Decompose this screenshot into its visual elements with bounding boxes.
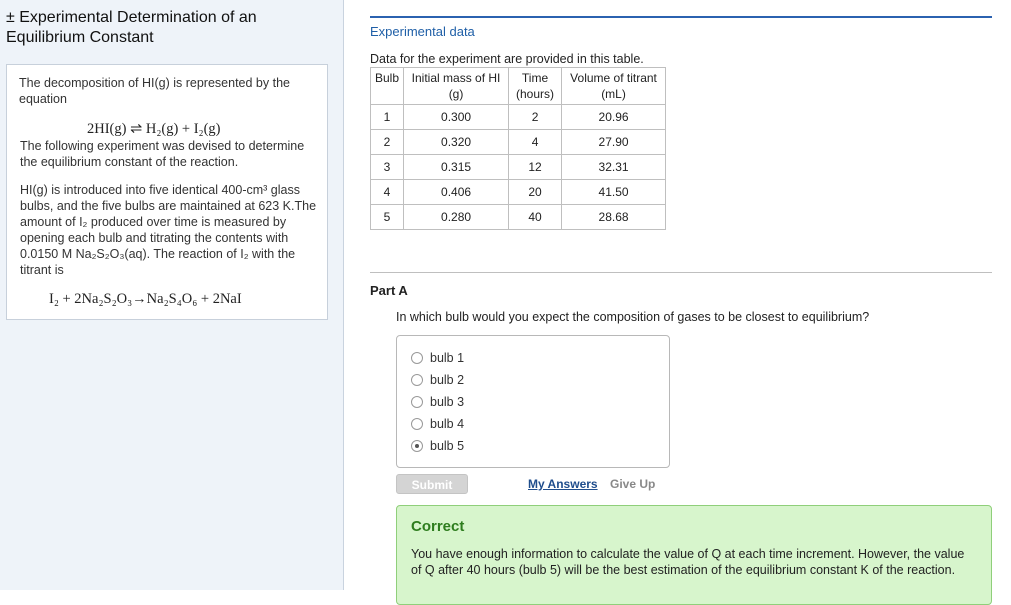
option-bulb-2[interactable] [411,373,464,387]
table-header-row [371,68,666,105]
table-row [371,105,666,130]
cell-bulb: 4 [371,180,404,205]
cell-time: 12 [509,155,562,180]
cell-bulb: 5 [371,205,404,230]
radio-button[interactable] [411,418,423,430]
option-label: bulb 2 [430,373,465,387]
feedback-panel [396,505,992,605]
procedure-description: HI(g) is introduced into five identical 400-cm³ glass bulbs, and the five bulbs are maintained at 623 K.The amount of I₂ produced over time is measured by opening each bulb and titrating the contents with 0.0150 M Na₂S₂O₃(aq). The reaction of I₂ with the titrant is [20,183,317,277]
option-label: bulb 1 [430,351,465,365]
cell-bulb: 2 [371,130,404,155]
question-text: In which bulb would you expect the composition of gases to be closest to equilibrium? [396,310,870,324]
cell-time: 20 [509,180,562,205]
radio-button[interactable] [411,374,423,386]
cell-volume: 41.50 [562,180,666,205]
my-answers-link[interactable]: My Answers [528,477,598,491]
cell-time: 40 [509,205,562,230]
header-initial-mass: Initial mass of HI (g) [404,68,509,105]
problem-statement [6,64,328,320]
experimental-data-heading: Experimental data [370,24,475,39]
cell-volume: 27.90 [562,130,666,155]
cell-bulb: 1 [371,105,404,130]
experiment-table [370,67,666,230]
option-bulb-4[interactable] [411,417,464,431]
header-time: Time (hours) [509,68,562,105]
cell-mass: 0.406 [404,180,509,205]
cell-bulb: 3 [371,155,404,180]
problem-sidebar [0,0,344,590]
header-volume: Volume of titrant (mL) [562,68,666,105]
decomposition-equation: 2HI(g) ⇌ H₂(g) + I₂(g) [87,121,221,137]
cell-time: 4 [509,130,562,155]
section-divider [370,16,992,18]
intro-text: The decomposition of HI(g) is represented by the equation [19,76,290,106]
cell-volume: 20.96 [562,105,666,130]
part-divider [370,272,992,273]
table-row [371,205,666,230]
option-bulb-1[interactable] [411,351,464,365]
cell-mass: 0.315 [404,155,509,180]
cell-mass: 0.320 [404,130,509,155]
table-row [371,155,666,180]
feedback-title: Correct [411,518,465,535]
radio-button-selected[interactable] [411,440,423,452]
option-bulb-3[interactable] [411,395,464,409]
cell-mass: 0.300 [404,105,509,130]
header-bulb: Bulb [371,68,404,105]
table-row [371,130,666,155]
titration-equation: I₂ + 2Na₂S₂O₃→Na₂S₄O₆ + 2NaI [49,291,242,307]
page-title: ± Experimental Determination of an Equilibrium Constant [6,9,257,46]
cell-mass: 0.280 [404,205,509,230]
cell-time: 2 [509,105,562,130]
table-caption: Data for the experiment are provided in this table. [370,52,644,66]
cell-volume: 32.31 [562,155,666,180]
option-label: bulb 3 [430,395,465,409]
submit-button[interactable]: Submit [396,474,468,494]
answer-options [396,335,670,468]
table-row [371,180,666,205]
option-bulb-5[interactable] [411,439,464,453]
experiment-description: The following experiment was devised to determine the equilibrium constant of the reaction. [20,139,305,169]
part-a-label: Part A [370,283,408,298]
cell-volume: 28.68 [562,205,666,230]
feedback-text: You have enough information to calculate the value of Q at each time increment. However, the value of Q after 40 hours (bulb 5) will be the best estimation of the equilibrium constant K of the reaction. [411,547,965,577]
option-label: bulb 5 [430,439,465,453]
give-up-link[interactable]: Give Up [610,477,656,491]
main-content [370,0,992,590]
radio-button[interactable] [411,352,423,364]
option-label: bulb 4 [430,417,465,431]
radio-button[interactable] [411,396,423,408]
